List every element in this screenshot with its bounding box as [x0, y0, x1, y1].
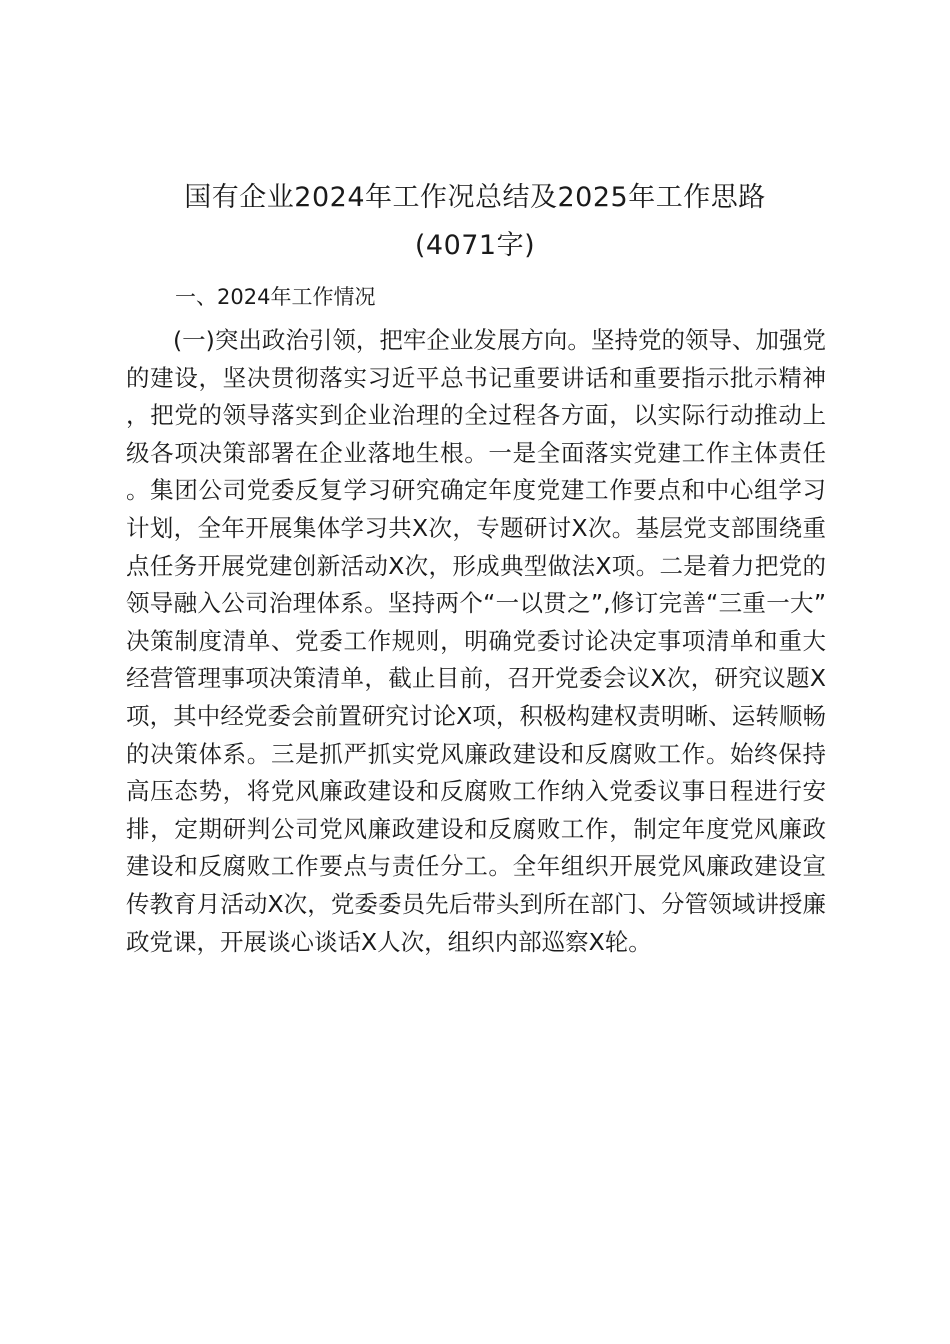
section-heading-1: 一、2024年工作情况 [175, 285, 376, 309]
document-word-count: (4071字) [414, 230, 536, 261]
document-title: 国有企业2024年工作况总结及2025年工作思路 [184, 182, 766, 213]
body-paragraph-1: (一)突出政治引领，把牢企业发展方向。坚持党的领导、加强党的建设，坚决贯彻落实习近平总书记重要讲话和重要指示批示精神，把党的领导落实到企业治理的全过程各方面，以实际行动推动上级各项决策部署在企业落地生根。一是全面落实党建工作主体责任。集团公司党委反复学习研究确定年度党建工作要点和中心组学习计划，全年开展集体学习共X次，专题研讨X次。基层党支部围绕重点任务开展党建创新活动X次，形成典型做法X项。二是着力把党的领导融入公司治理体系。坚持两个“一以贯之”,修订完善“三重一大”决策制度清单、党委工作规则，明确党委讨论决定事项清单和重大经营管理事项决策清单，截止目前，召开党委会议X次，研究议题X项，其中经党委会前置研究讨论X项，积极构建权责明晰、运转顺畅的决策体系。三是抓严抓实党风廉政建设和反腐败工作。始终保持高压态势，将党风廉政建设和反腐败工作纳入党委议事日程进行安排，定期研判公司党风廉政建设和反腐败工作，制定年度党风廉政建设和反腐败工作要点与责任分工。全年组织开展党风廉政建设宣传教育月活动X次，党委委员先后带头到所在部门、分管领域讲授廉政党课，开展谈心谈话X人次，组织内部巡察X轮。 [126, 326, 826, 956]
